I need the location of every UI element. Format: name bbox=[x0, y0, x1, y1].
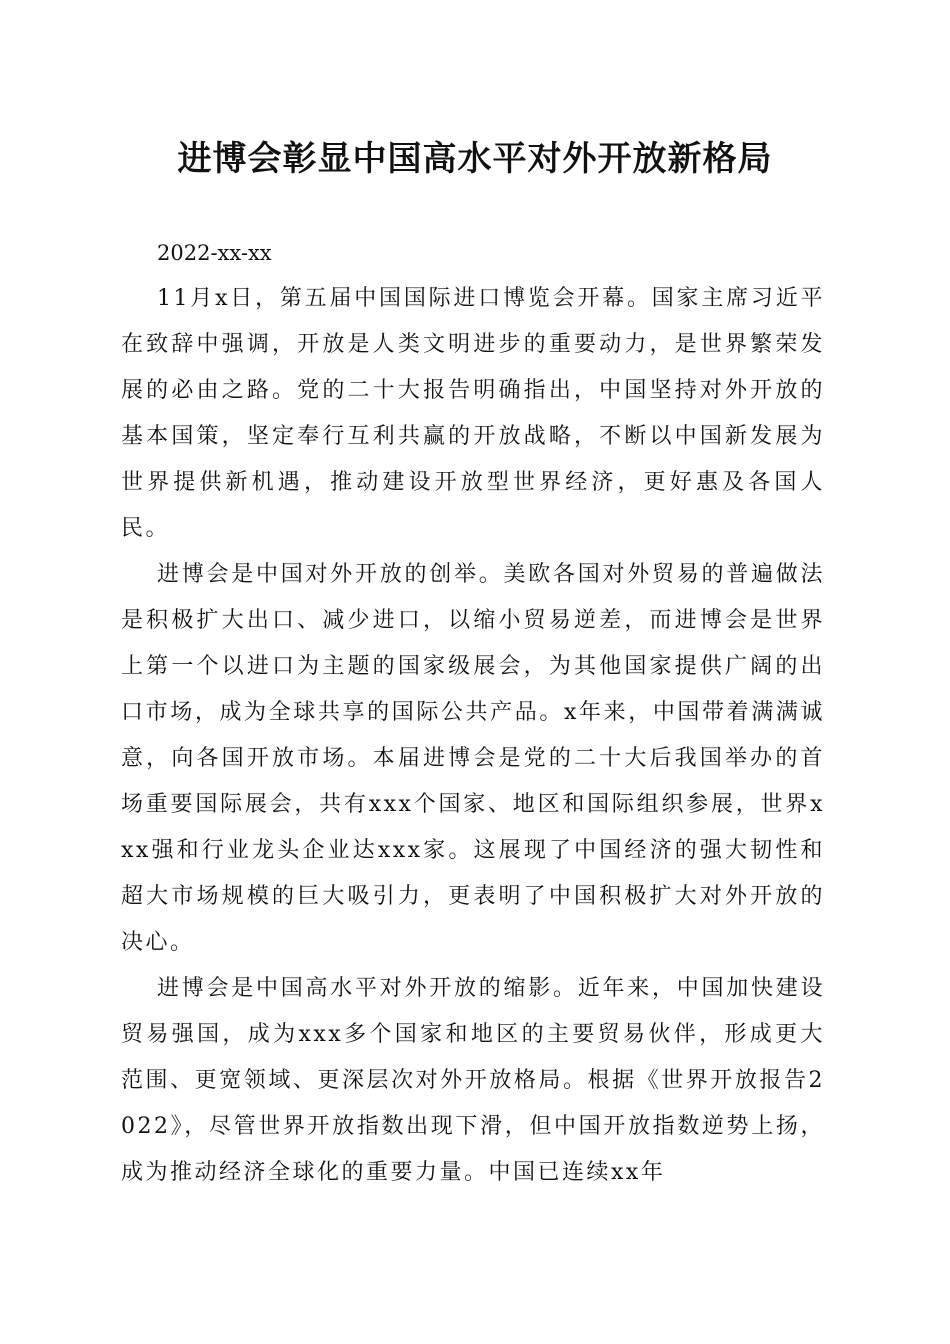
document-body bbox=[121, 230, 825, 1196]
paragraph-3: 进博会是中国高水平对外开放的缩影。近年来，中国加快建设贸易强国，成为xxx多个国家和地区的主要贸易伙伴，形成更大范围、更宽领域、更深层次对外开放格局。根据《世界开放报告2022》，尽管世界开放指数出现下滑，但中国开放指数逆势上扬，成为推动经济全球化的重要力量。中国已连续xx年 bbox=[121, 976, 825, 1185]
paragraph-1: 11月x日，第五届中国国际进口博览会开幕。国家主席习近平在致辞中强调，开放是人类文明进步的重要动力，是世界繁荣发展的必由之路。党的二十大报告明确指出，中国坚持对外开放的基本国策，坚定奉行互利共赢的开放战略，不断以中国新发展为世界提供新机遇，推动建设开放型世界经济，更好惠及各国人民。 bbox=[121, 286, 825, 541]
document-date: 2022-xx-xx bbox=[157, 241, 272, 265]
paragraph-2: 进博会是中国对外开放的创举。美欧各国对外贸易的普遍做法是积极扩大出口、减少进口，以缩小贸易逆差，而进博会是世界上第一个以进口为主题的国家级展会，为其他国家提供广阔的出口市场，成为全球共享的国际公共产品。x年来，中国带着满满诚意，向各国开放市场。本届进博会是党的二十大后我国举办的首场重要国际展会，共有xxx个国家、地区和国际组织参展，世界xxx强和行业龙头企业达xxx家。这展现了中国经济的强大韧性和超大市场规模的巨大吸引力，更表明了中国积极扩大对外开放的决心。 bbox=[121, 562, 825, 955]
document-title: 进博会彰显中国高水平对外开放新格局 bbox=[177, 139, 773, 179]
